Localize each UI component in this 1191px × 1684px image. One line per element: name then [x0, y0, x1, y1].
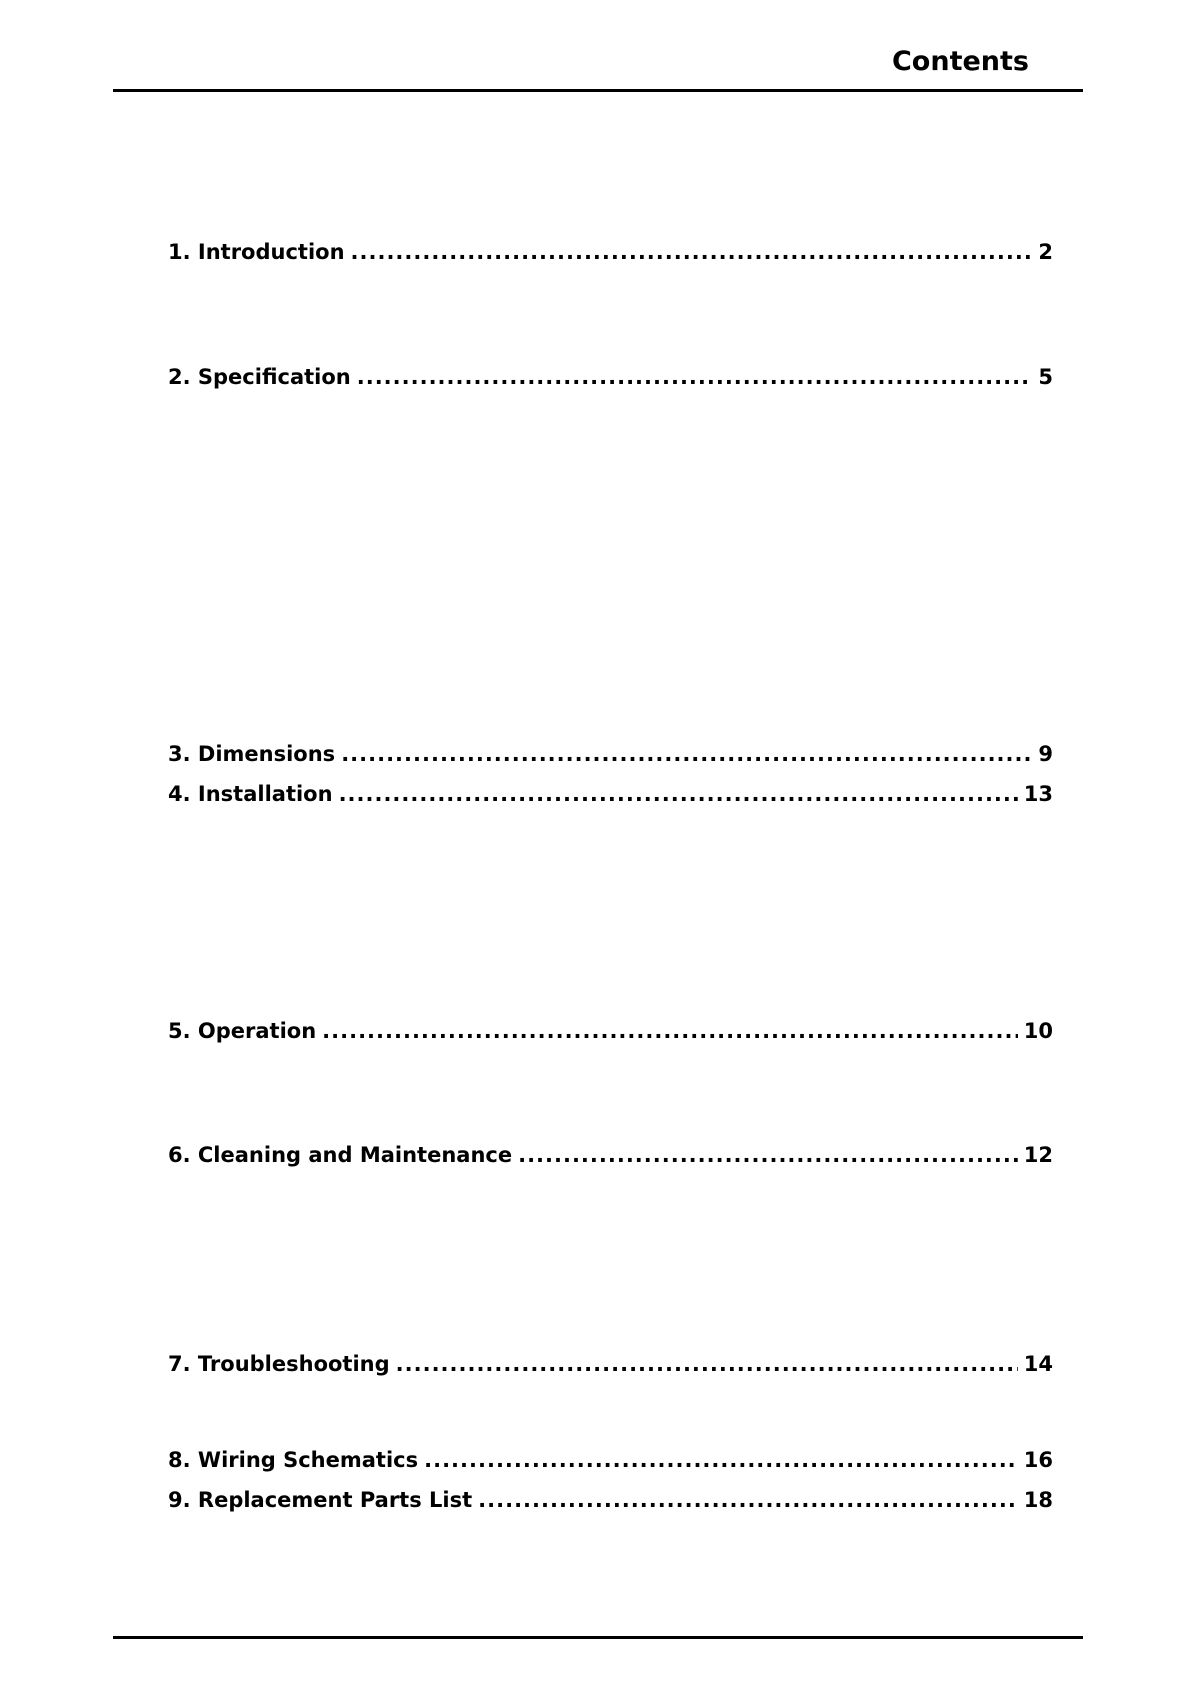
toc-dot-leader — [357, 365, 1033, 390]
toc-entry-title: 5. Operation — [168, 1019, 317, 1043]
toc-dot-leader — [518, 1143, 1018, 1168]
toc-page-number: 16 — [1023, 1448, 1053, 1472]
toc-entry-operation[interactable] — [168, 1019, 1053, 1044]
header-divider — [113, 89, 1083, 92]
toc-page-number: 18 — [1023, 1488, 1053, 1512]
toc-entry-troubleshooting[interactable] — [168, 1352, 1053, 1377]
toc-dot-leader — [341, 742, 1032, 767]
toc-entry-title: 8. Wiring Schematics — [168, 1448, 419, 1472]
toc-page-number: 14 — [1023, 1352, 1053, 1376]
toc-entry-introduction[interactable] — [168, 240, 1053, 265]
toc-entry-title: 1. Introduction — [168, 240, 345, 264]
toc-entry-cleaning-and-maintenance[interactable] — [168, 1143, 1053, 1168]
toc-dot-leader — [478, 1488, 1018, 1513]
toc-entry-title: 7. Troubleshooting — [168, 1352, 390, 1376]
toc-page-number: 10 — [1023, 1019, 1053, 1043]
toc-dot-leader — [396, 1352, 1018, 1377]
toc-dot-leader — [424, 1448, 1018, 1473]
toc-entry-installation[interactable] — [168, 782, 1053, 807]
toc-entry-wiring-schematics[interactable] — [168, 1448, 1053, 1473]
toc-page-number: 13 — [1023, 782, 1053, 806]
toc-page-number: 9 — [1038, 742, 1053, 766]
toc-entry-title: 9. Replacement Parts List — [168, 1488, 473, 1512]
toc-entry-dimensions[interactable] — [168, 742, 1053, 767]
page-title: Contents — [891, 46, 1029, 77]
toc-entry-specification[interactable] — [168, 365, 1053, 390]
toc-page-number: 5 — [1038, 365, 1053, 389]
toc-entry-title: 4. Installation — [168, 782, 333, 806]
toc-entry-title: 2. Specification — [168, 365, 351, 389]
toc-page-number: 12 — [1023, 1143, 1053, 1167]
footer-divider — [113, 1636, 1083, 1639]
toc-page-number: 2 — [1038, 240, 1053, 264]
toc-entry-title: 6. Cleaning and Maintenance — [168, 1143, 513, 1167]
toc-dot-leader — [351, 240, 1033, 265]
toc-entry-replacement-parts-list[interactable] — [168, 1488, 1053, 1513]
toc-dot-leader — [339, 782, 1018, 807]
toc-dot-leader — [322, 1019, 1018, 1044]
toc-entry-title: 3. Dimensions — [168, 742, 336, 766]
